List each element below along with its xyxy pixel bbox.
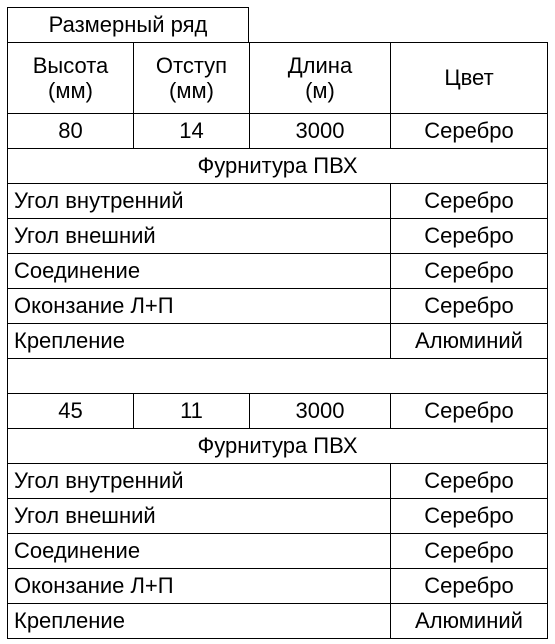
header-color-label: Цвет (444, 65, 494, 91)
item-name-cell (7, 603, 391, 639)
item-name: Угол внутренний (14, 188, 184, 214)
size-offset-cell (133, 393, 250, 429)
item-color-cell (390, 463, 548, 499)
item-name-cell (7, 253, 391, 289)
item-name-cell (7, 463, 391, 499)
item-name-cell (7, 568, 391, 604)
item-color: Серебро (424, 293, 514, 319)
item-color: Серебро (424, 468, 514, 494)
item-name-cell (7, 323, 391, 359)
header-length-unit: (м) (305, 78, 335, 103)
section-title (7, 428, 548, 464)
table-title (7, 7, 249, 43)
size-length-value: 3000 (295, 118, 345, 144)
size-color-cell (390, 113, 548, 149)
header-offset (133, 42, 250, 114)
size-offset-cell (133, 113, 250, 149)
item-name: Угол внутренний (14, 468, 184, 494)
item-name: Оконзание Л+П (14, 293, 174, 319)
item-color-cell (390, 183, 548, 219)
size-color-value: Серебро (424, 118, 514, 144)
item-name-cell (7, 288, 391, 324)
item-color-cell (390, 533, 548, 569)
size-length-cell (249, 393, 391, 429)
size-height-value: 80 (58, 118, 83, 144)
size-height-cell (7, 113, 134, 149)
size-offset-value: 14 (179, 118, 204, 144)
item-color: Серебро (424, 503, 514, 529)
item-color-cell (390, 568, 548, 604)
item-name-cell (7, 183, 391, 219)
item-name-cell (7, 533, 391, 569)
item-color-cell (390, 498, 548, 534)
item-name-cell (7, 218, 391, 254)
item-color: Алюминий (415, 608, 523, 634)
item-name-cell (7, 498, 391, 534)
item-color: Серебро (424, 538, 514, 564)
item-name: Крепление (14, 608, 125, 634)
size-color-value: Серебро (424, 398, 514, 424)
item-color-cell (390, 288, 548, 324)
item-name: Соединение (14, 538, 141, 564)
size-length-value: 3000 (295, 398, 345, 424)
section-title (7, 148, 548, 184)
section-title-text: Фурнитура ПВХ (197, 153, 358, 179)
header-height (7, 42, 134, 114)
section-title-text: Фурнитура ПВХ (197, 433, 358, 459)
item-color-cell (390, 253, 548, 289)
item-name: Крепление (14, 328, 125, 354)
header-length (249, 42, 391, 114)
header-height-label: Высота (32, 52, 109, 78)
item-color: Алюминий (415, 328, 523, 354)
item-color-cell (390, 323, 548, 359)
size-height-cell (7, 393, 134, 429)
size-offset-value: 11 (180, 398, 203, 424)
header-height-unit: (мм) (48, 78, 93, 103)
table-title-text: Размерный ряд (48, 12, 208, 38)
header-offset-unit: (мм) (169, 78, 214, 103)
size-height-value: 45 (58, 398, 83, 424)
item-name: Оконзание Л+П (14, 573, 174, 599)
spacer-row (7, 358, 548, 394)
size-length-cell (249, 113, 391, 149)
item-color: Серебро (424, 573, 514, 599)
header-length-label: Длина (287, 52, 353, 78)
item-color: Серебро (424, 188, 514, 214)
item-color: Серебро (424, 223, 514, 249)
item-color-cell (390, 603, 548, 639)
item-color-cell (390, 218, 548, 254)
header-color (390, 42, 548, 114)
item-name: Угол внешний (14, 223, 156, 249)
size-color-cell (390, 393, 548, 429)
header-offset-label: Отступ (155, 52, 228, 78)
item-name: Угол внешний (14, 503, 156, 529)
item-color: Серебро (424, 258, 514, 284)
item-name: Соединение (14, 258, 141, 284)
